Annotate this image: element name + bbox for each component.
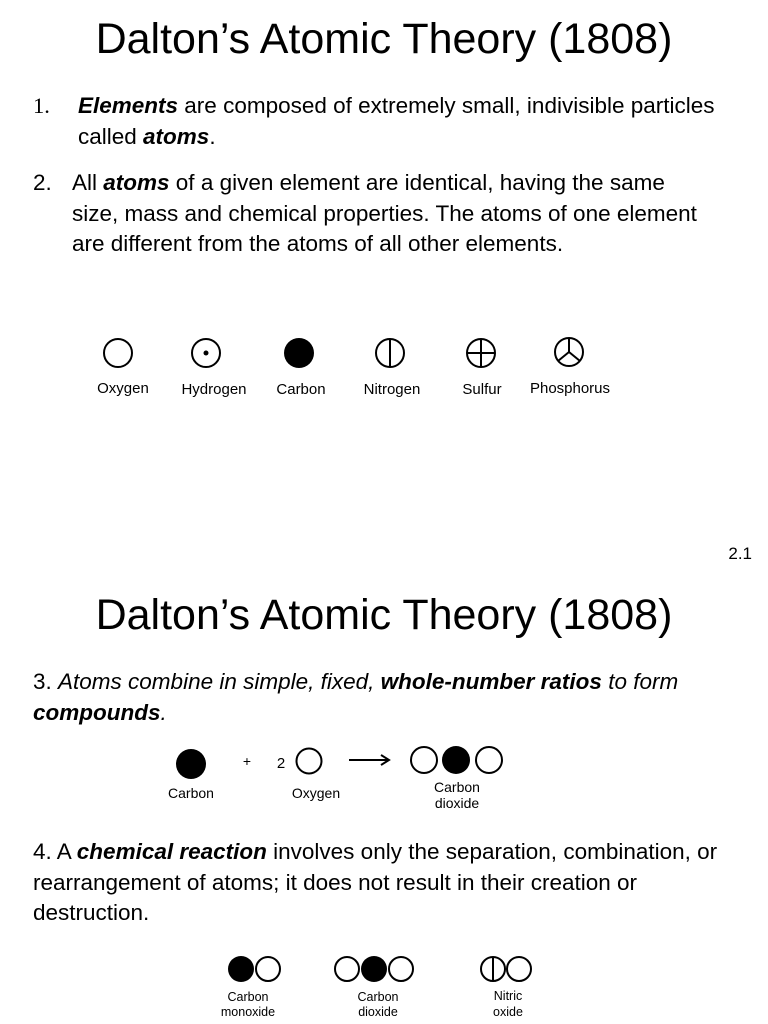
principle-4: 4. A chemical reaction involves only the separation, combination, or rearrangement of atoms; it does not result in their creation or destruction. — [33, 839, 718, 925]
molecule-label-1-line2: monoxide — [220, 1005, 276, 1019]
symbol-label-carbon: Carbon — [276, 381, 326, 398]
symbol-label-oxygen: Oxygen — [97, 380, 149, 397]
slide-2-title: Dalton’s Atomic Theory (1808) — [95, 591, 673, 639]
sulfur-symbol-icon — [467, 339, 495, 367]
nitric-oxide-molecule-icon — [481, 957, 531, 981]
phosphorus-symbol-icon — [555, 338, 583, 366]
term-whole-number-ratios: whole-number ratios — [380, 669, 602, 694]
molecule-label-2-line1: Carbon — [357, 990, 399, 1004]
term-chemical-reaction: chemical reaction — [76, 839, 267, 864]
molecule-label-1-line1: Carbon — [227, 990, 269, 1004]
principle-2-number: 2. — [33, 170, 52, 195]
term-compounds: compounds — [33, 699, 161, 725]
term-atoms: atoms — [143, 123, 210, 149]
nitrogen-symbol-icon — [376, 339, 404, 367]
slide-number: 2.1 — [728, 544, 752, 563]
molecule-label-2-line2: dioxide — [358, 1005, 398, 1019]
molecules-figure — [0, 576, 768, 1024]
symbol-label-hydrogen: Hydrogen — [181, 381, 247, 398]
oxygen-symbol-icon — [104, 339, 132, 367]
principle-3-number: 3. — [33, 669, 59, 694]
carbon-monoxide-molecule-icon — [228, 956, 280, 982]
slide-2 — [0, 576, 768, 1024]
molecule-label-3-line2: oxide — [493, 1005, 523, 1019]
principle-1-number: 1. — [33, 93, 50, 118]
symbol-label-nitrogen: Nitrogen — [363, 381, 421, 398]
symbol-label-phosphorus: Phosphorus — [529, 380, 611, 397]
symbol-label-sulfur: Sulfur — [462, 381, 502, 398]
principle-3: 3. Atoms combine in simple, fixed, whole-number ratios to form compounds. — [33, 669, 679, 725]
hydrogen-symbol-icon — [192, 339, 220, 367]
coefficient: 2 — [276, 755, 286, 772]
plus-sign: + — [242, 753, 252, 769]
reactant-label-carbon: Carbon — [168, 785, 214, 801]
molecule-label-3-line1: Nitric — [493, 989, 523, 1003]
product-label-line2: dioxide — [434, 795, 480, 811]
term-atoms: atoms — [103, 170, 170, 195]
carbon-symbol-icon — [284, 338, 314, 368]
slide-1: Dalton’s Atomic Theory (1808) 1. Elements are composed of extremely small, indivisible particles called atoms. 2. All atoms of a given element are identical, having the same size, mass and chemical properties. The atoms of one element are different from the atoms of all other elements. Oxygen Hydrogen Carbon Nitrogen Sulfur Phosphorus 2.1 — [0, 0, 768, 576]
reactant-label-oxygen: Oxygen — [291, 785, 341, 801]
term-elements: Elements — [78, 93, 179, 118]
slide-1-title: Dalton’s Atomic Theory (1808) — [95, 15, 673, 63]
carbon-dioxide-molecule-icon — [335, 956, 413, 982]
product-label-line1: Carbon — [434, 779, 480, 795]
